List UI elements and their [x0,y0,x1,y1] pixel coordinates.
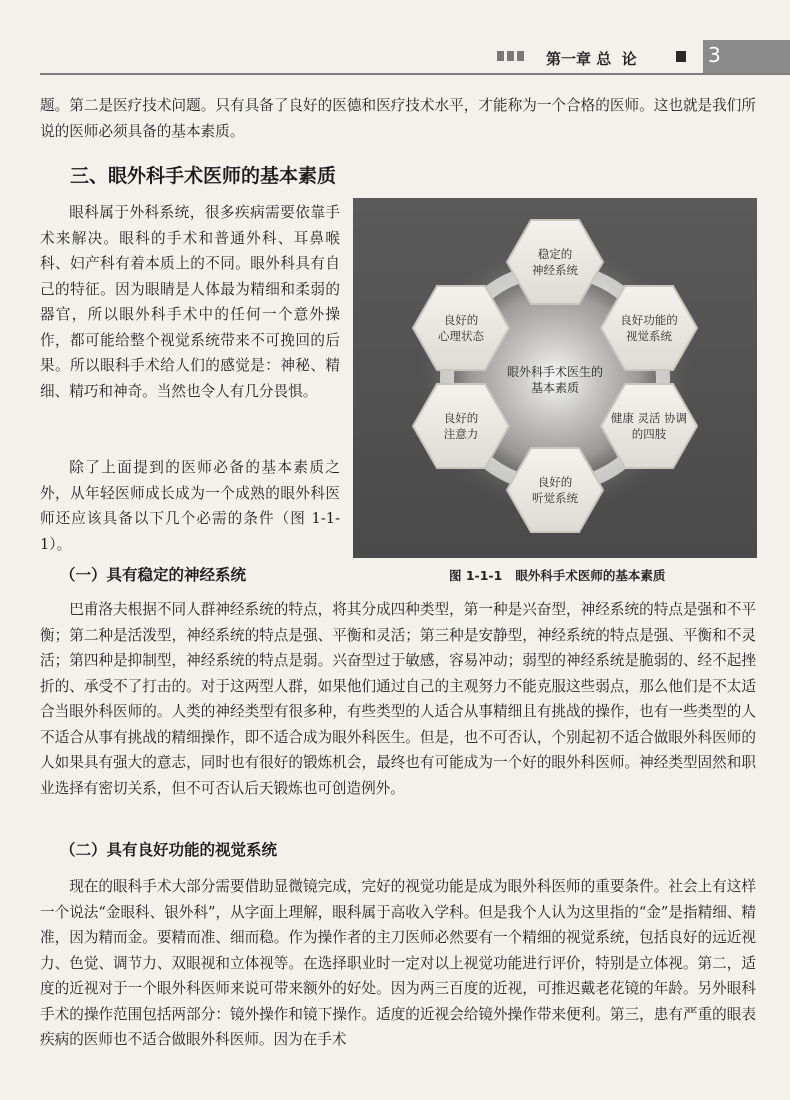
section-heading: 三、眼外科手术医师的基本素质 [70,165,337,187]
subheading-nervous-system: （一）具有稳定的神经系统 [60,566,247,584]
figure-caption: 图 1-1-1 眼外科手术医师的基本素质 [449,568,666,583]
page-number: 3 [708,43,721,67]
hex-bottom-line1: 良好的 [537,475,573,489]
paragraph-ophthalmology-intro: 眼科属于外科系统，很多疾病需要依靠手术来解决。眼科的手术和普通外科、耳鼻喉科、妇产科有着本质上的不同。眼外科具有自己的特征。因为眼睛是人体最为精细和柔弱的器官，所以眼外科手术中的任何一个意外操作，都可能给整个视觉系统带来不可挽回的后果。所以眼科手术给人们的感觉是：神秘、精细、精巧和神奇。当然也令人有几分畏惧。 [40,204,340,400]
figure-basic-qualities [353,198,757,558]
header-square-icon [676,51,686,62]
paragraph-visual-function: 现在的眼科手术大部分需要借助显微镜完成，完好的视觉功能是成为眼外科医师的重要条件。社会上有这样一个说法“金眼科、银外科”，从字面上理解，眼科属于高收入学科。但是我个人认为这里指的“金”是指精细、精准，因为精而金。要精而准、细而稳。作为操作者的主刀医师必然要有一个精细的视觉系统，包括良好的远近视力、色觉、调节力、双眼视和立体视等。在选择职业时一定对以上视觉功能进行评价，特别是立体视。第二，适度的近视对于一个眼外科医师来说可带来额外的好处。因为两三百度的近视，可推迟戴老花镜的年龄。另外眼科手术的操作范围包括两部分：镜外操作和镜下操作。适度的近视会给镜外操作带来便利。第三，患有严重的眼表疾病的医师也不适合做眼外科医师。因为在手术 [40,878,756,1048]
hexagon-diagram [353,198,757,558]
hex-upper-right-line2: 视觉系统 [626,329,672,343]
hex-upper-left-line2: 心理状态 [438,329,484,343]
paragraph-conditions-intro: 除了上面提到的医师必备的基本素质之外，从年轻医师成长成为一个成熟的眼外科医师还应该具备以下几个必需的条件（图 1-1-1）。 [40,459,340,553]
subheading-visual-system: （二）具有良好功能的视觉系统 [60,841,278,859]
hex-bottom-line2: 听觉系统 [532,491,578,505]
hex-top-line1: 稳定的 [537,247,573,261]
hex-lower-left-line1: 良好的 [443,411,479,425]
hex-lower-right-line2: 的四肢 [631,427,667,441]
chapter-title: 第一章 总 论 [546,50,637,68]
header-decoration [497,51,524,61]
center-label-line1: 眼外科手术医生的 [506,365,604,379]
hex-top-line2: 神经系统 [532,263,578,277]
hex-lower-left-line2: 注意力 [443,427,479,441]
paragraph-continued: 题。第二是医疗技术问题。只有具备了良好的医德和医疗技术水平，才能称为一个合格的医师。这也就是我们所说的医师必须具备的基本素质。 [40,97,756,140]
hex-lower-right-line1: 健康 灵活 协调 [610,411,688,425]
paragraph-nervous-types: 巴甫洛夫根据不同人群神经系统的特点，将其分成四种类型，第一种是兴奋型，神经系统的特点是强和不平衡；第二种是活泼型，神经系统的特点是强、平衡和灵活；第三种是安静型，神经系统的特点是强、平衡和不灵活；第四种是抑制型，神经系统的特点是弱。兴奋型过于敏感，容易冲动；弱型的神经系统是脆弱的、经不起挫折的、承受不了打击的。对于这两型人群，如果他们通过自己的主观努力不能克服这些弱点，那么他们是不太适合当眼外科医师的。人类的神经类型有很多种，有些类型的人适合从事精细且有挑战的操作，也有一些类型的人不适合从事有挑战的精细操作，即不适合成为眼外科医生。但是，也不可否认，个别起初不适合做眼外科医师的人如果具有强大的意志，同时也有很好的锻炼机会，最终也有可能成为一个好的眼外科医师。神经类型固然和职业选择有密切关系，但不可否认后天锻炼也可创造例外。 [40,601,756,797]
hex-upper-left-line1: 良好的 [443,313,479,327]
header-rule [40,73,790,75]
running-header [0,40,790,74]
center-label-line2: 基本素质 [530,381,580,395]
hex-upper-right-line1: 良好功能的 [620,313,678,327]
